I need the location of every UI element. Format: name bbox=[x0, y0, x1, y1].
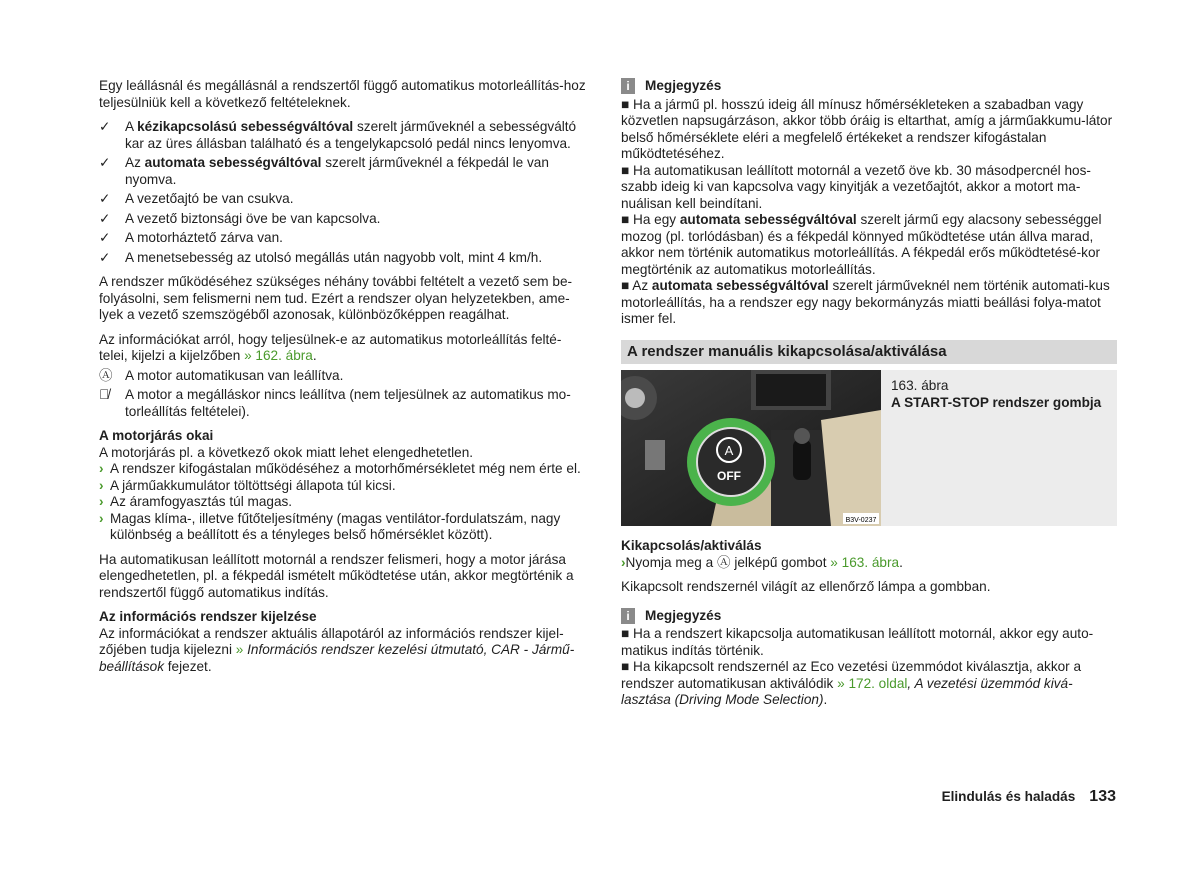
note-item: ■ Ha a rendszert kikapcsolja automatikusan leállított motornál, akkor egy auto-matikus indítás történik. bbox=[621, 626, 1094, 658]
figure-caption bbox=[881, 370, 1117, 526]
right-column bbox=[621, 78, 1117, 709]
figure-link[interactable]: » 163. ábra bbox=[830, 554, 900, 570]
page-number: 133 bbox=[1089, 788, 1116, 805]
bullet-icon: ■ bbox=[621, 659, 630, 674]
footer-section: Elindulás és haladás bbox=[941, 789, 1076, 804]
arrow-icon: › bbox=[621, 554, 626, 570]
info-icon: i bbox=[621, 78, 635, 94]
info-system-paragraph: Az információkat a rendszer aktuális állapotáról az információs rendszer kijel-zőjében tudja kijelezni » Információs rendszer kezelési útmutató, CAR - Jármű-beállítások fejezet. bbox=[99, 625, 575, 674]
check-icon: ✓ bbox=[99, 119, 111, 134]
heading-off-on: Kikapcsolás/aktiválás bbox=[621, 538, 762, 553]
arrow-icon: › bbox=[99, 477, 104, 493]
condition-item: ✓ A menetsebesség az utolsó megállás után nagyobb volt, mint 4 km/h. bbox=[99, 249, 543, 265]
arrow-icon: › bbox=[99, 494, 104, 509]
heading-engine-reasons: A motorjárás okai bbox=[99, 428, 214, 443]
intro-paragraph: Egy leállásnál és megállásnál a rendszertől függő automatikus motorleállítás-hoz teljesülniük kell a következő feltételeknek. bbox=[99, 78, 586, 110]
arrow-icon: › bbox=[99, 510, 104, 526]
status-item: Ⓐ̸ A motor a megálláskor nincs leállítva (nem teljesülnek az automatikus mo-torleállítás feltételei). bbox=[99, 387, 571, 419]
bullet-icon: ■ bbox=[621, 162, 630, 178]
note-item: ■ Ha automatikusan leállított motornál a vezető öve kb. 30 másodpercnél hos-szabb ideig ki van kapcsolva vagy kinyitják a vezetőajtót, akkor a motort ma-nuálisan kell beindítani. bbox=[621, 162, 1091, 211]
bullet-icon: ■ bbox=[621, 626, 630, 641]
reason-item: › Magas klíma-, illetve fűtőteljesítmény (magas ventilátor-fordulatszám, nagy különbség a beállított és a tényleges belső hőmérséklet között). bbox=[99, 510, 561, 542]
page-footer bbox=[942, 788, 1116, 806]
reason-item: › Az áramfogyasztás túl magas. bbox=[99, 494, 293, 509]
display-paragraph: Az információkat arról, hogy teljesülnek-e az automatikus motorleállítás felté-telei, kijelzi a kijelzőben » 162. ábra. bbox=[99, 331, 562, 363]
note1-list bbox=[621, 97, 1117, 328]
condition-item: ✓ A kézikapcsolású sebességváltóval szerelt járműveknél a sebességváltó kar az üres állásban található és a tengelykapcsoló pedál nincs lenyomva. bbox=[99, 119, 577, 151]
info-icon: i bbox=[621, 608, 635, 624]
note-heading: i Megjegyzés bbox=[621, 78, 1117, 95]
page-link[interactable]: » 172. oldal bbox=[837, 675, 908, 691]
check-icon: ✓ bbox=[99, 210, 111, 226]
arrow-icon: › bbox=[99, 461, 104, 476]
note-item: ■ Ha kikapcsolt rendszernél az Eco vezetési üzemmódot kiválasztja, akkor a rendszer automatikusan aktiválódik » 172. oldal, A vezetési üzemmód kivá-lasztása (Driving Mode Selection). bbox=[621, 659, 1082, 707]
reasons-list bbox=[99, 461, 589, 544]
bullet-icon: ■ bbox=[621, 278, 630, 293]
condition-item: ✓ A vezető biztonsági öve be van kapcsolva. bbox=[99, 210, 381, 226]
reason-item: › A rendszer kifogástalan működéséhez a motorhőmérsékletet még nem érte el. bbox=[99, 461, 581, 476]
figure-163 bbox=[621, 370, 1117, 526]
heading-info-system: Az információs rendszer kijelzése bbox=[99, 609, 317, 624]
note-item: ■ Ha egy automata sebességváltóval szerelt jármű egy alacsony sebességgel mozog (pl. torlódásban) és a fékpedál könnyed működtetése után állva marad, akkor nem történik automatikus motorleállítás. A fékpedál erős működtetésé-kor megtörténik az automatikus motorleállítás. bbox=[621, 212, 1102, 277]
auto-stop-off-icon: Ⓐ̸ bbox=[99, 387, 110, 402]
status-item: Ⓐ A motor automatikusan van leállítva. bbox=[99, 367, 344, 383]
bullet-icon: ■ bbox=[621, 96, 630, 112]
check-icon: ✓ bbox=[99, 249, 111, 265]
left-column bbox=[99, 78, 589, 683]
bullet-icon: ■ bbox=[621, 212, 630, 227]
off-label: OFF bbox=[717, 469, 741, 483]
status-list bbox=[99, 368, 589, 421]
condition-item: ✓ A vezetőajtó be van csukva. bbox=[99, 191, 294, 206]
check-icon: ✓ bbox=[99, 155, 111, 170]
start-stop-button-photo bbox=[621, 370, 881, 526]
svg-text:A: A bbox=[724, 443, 734, 458]
auto-stop-icon: Ⓐ bbox=[99, 367, 113, 383]
note-item: ■ Ha a jármű pl. hosszú ideig áll mínusz hőmérsékleteken a szabadban vagy közvetlen napsugárzáson, akkor több óráig is eltarthat, amíg a járműakkumu-látor belső hőmérséklete eléri a megfelelő értékeket a rendszer kifogástalan működtetéséhez. bbox=[621, 96, 1113, 161]
reason-item: › A járműakkumulátor töltöttségi állapota túl kicsi. bbox=[99, 477, 396, 493]
check-icon: ✓ bbox=[99, 191, 111, 206]
figure-link[interactable]: » 162. ábra bbox=[244, 348, 313, 363]
lamp-paragraph: Kikapcsolt rendszernél világít az ellenőrző lámpa a gombban. bbox=[621, 579, 991, 594]
check-icon: ✓ bbox=[99, 230, 111, 245]
restart-paragraph: Ha automatikusan leállított motornál a rendszer felismeri, hogy a motor járása elengedhetetlen, pl. a fékpedál ismételt működtetése után, akkor megtörténik a rendszertől függő automatikus indítás. bbox=[99, 551, 574, 600]
note2-list bbox=[621, 626, 1117, 709]
press-instruction: ›Nyomja meg a Ⓐ jelképű gombot » 163. ábra. bbox=[621, 554, 903, 570]
condition-item: ✓ Az automata sebességváltóval szerelt járműveknél a fékpedál le van nyomva. bbox=[99, 155, 549, 187]
info-paragraph: A rendszer működéséhez szükséges néhány további feltételt a vezető sem be-folyásolni, sem felismerni nem tud. Ezért a rendszer olyan helyzetekben, ame-lyek a vezető szemszögéből azonosak, különbözőképpen reagálhat. bbox=[99, 274, 573, 322]
conditions-list bbox=[99, 119, 589, 266]
note-item: ■ Az automata sebességváltóval szerelt járműveknél nem történik automati-kus motorleállítás, ha a rendszer egy nagy bekormányzás miatti beállási folya-matot ismer fel. bbox=[621, 278, 1110, 326]
condition-item: ✓ A motorháztető zárva van. bbox=[99, 230, 283, 245]
figure-title: A START-STOP rendszer gombja bbox=[891, 394, 1102, 410]
figure-number: 163. ábra bbox=[891, 378, 949, 393]
info-system-link[interactable]: » bbox=[235, 642, 244, 657]
figure-code: B3V-0237 bbox=[845, 517, 877, 524]
reasons-intro: A motorjárás pl. a következő okok miatt lehet elengedhetetlen. bbox=[99, 444, 474, 460]
auto-stop-icon: Ⓐ bbox=[716, 554, 731, 570]
note-heading: i Megjegyzés bbox=[621, 608, 1117, 625]
section-title: A rendszer manuális kikapcsolása/aktiválása bbox=[621, 340, 1117, 365]
